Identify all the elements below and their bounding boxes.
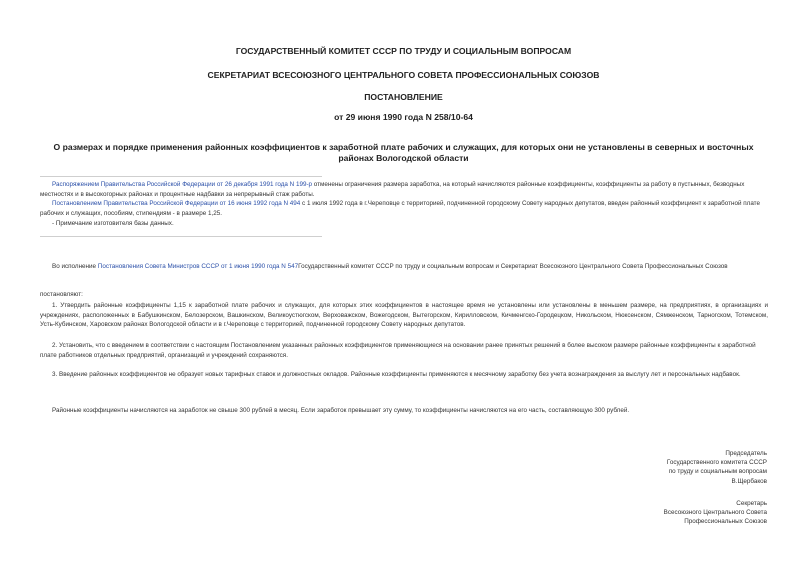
issuer-2: СЕКРЕТАРИАТ ВСЕСОЮЗНОГО ЦЕНТРАЛЬНОГО СОВЕТА ПРОФЕССИОНАЛЬНЫХ СОЮЗОВ (207, 70, 600, 80)
item-4: Районные коэффициенты начисляются на заработок не свыше 300 рублей в месяц. Если заработок превышает эту сумму, то коэффициенты начисляются на его часть, составляющую 300 рублей. (52, 407, 630, 414)
note-paragraph-2 (40, 199, 768, 218)
note-link-1[interactable]: Распоряжением Правительства Российской Федерации от 26 декабря 1991 года N 199-р (52, 181, 313, 188)
signature-line: Секретарь (736, 500, 767, 507)
signature-line: Государственного комитета СССР (666, 459, 767, 467)
note-link-2[interactable]: Постановлением Правительства Российской Федерации от 16 июня 1992 года N 494 (52, 200, 301, 207)
resolve-word: постановляют: (40, 291, 83, 298)
signature-line: Председатель (725, 450, 767, 457)
note-top-divider (40, 176, 322, 177)
note-bottom-divider (40, 236, 322, 237)
document-type: ПОСТАНОВЛЕНИЕ (364, 92, 443, 102)
signature-line: по труду и социальным вопросам (668, 468, 767, 476)
signature-secretary (664, 499, 767, 527)
signature-line: Всесоюзного Центрального Совета (663, 509, 767, 517)
signature-line: В.Щербаков (731, 477, 767, 485)
item-3: 3. Введение районных коэффициентов не образует новых тарифных ставок и должностных окладов. Районные коэффициенты применяются к месячному заработку без учета вознаграждения за выслугу лет и персональных надбавок. (52, 371, 741, 378)
intro-link[interactable]: Постановления Совета Министров СССР от 1 июня 1990 года N 547 (97, 263, 299, 270)
document-date: от 29 июня 1990 года N 258/10-64 (334, 112, 473, 122)
intro-prefix: Во исполнение (52, 263, 98, 270)
document-title: О размерах и порядке применения районных коэффициентов к заработной плате рабочих и служащих, для которых они не установлены в северных и восточных районах Вологодской области (53, 142, 754, 163)
note-paragraph-1 (40, 180, 768, 199)
signature-chairman (667, 449, 767, 486)
item-2: 2. Установить, что с введением в соответствии с настоящим Постановлением указанных районных коэффициентов применяющиеся на основании ранее принятых решений в более высоком размере районные коэффициенты к заработной плате работников отдельных предприятий, организаций и учреждений сохраняются. (40, 342, 756, 359)
issuer-1: ГОСУДАРСТВЕННЫЙ КОМИТЕТ СССР ПО ТРУДУ И СОЦИАЛЬНЫМ ВОПРОСАМ (235, 46, 572, 56)
intro-text: Государственный комитет СССР по труду и социальным вопросам и Секретариат Всесоюзного Центрального Совета Профессиональных Союзов (298, 263, 728, 270)
intro-paragraph (40, 262, 768, 272)
signature-line: Профессиональных Союзов (684, 518, 767, 526)
note-text-1: отменены ограничения размера заработка, на который начисляются районные коэффициенты, коэффициенты за работу в пустынных, безводных местностях и в высокогорных районах и процентные надбавки за непрерывный стаж работы. (40, 181, 745, 198)
note-text-2: с 1 июля 1992 года в г.Череповце с территорией, подчиненной городскому Совету народных депутатов, введен районный коэффициент к заработной плате рабочих и служащих, пособиям, стипендиям - в размере 1,25. (40, 200, 761, 217)
note-paragraph-3: - Примечание изготовителя базы данных. (52, 220, 174, 227)
item-1: 1. Утвердить районные коэффициенты 1,15 к заработной плате рабочих и служащих, для которых этих коэффициентов в настоящее время не установлены или установлены в меньшем размере, на предприятиях, в организациях и учреждениях, расположенных в Бабушкинском, Белозерском, Вашкинском, Великоустюгском, Верховажском, Вожегодском, Вытегорском, Кирилловском, Кичменгско-Городецком, Никольском, Нюксенском, Сямженском, Тарногском, Тотемском, Усть-Кубинском, Харовском районах Вологодской области и в г.Череповце с территорией, подчиненной городскому Совету народных депутатов. (40, 302, 768, 328)
